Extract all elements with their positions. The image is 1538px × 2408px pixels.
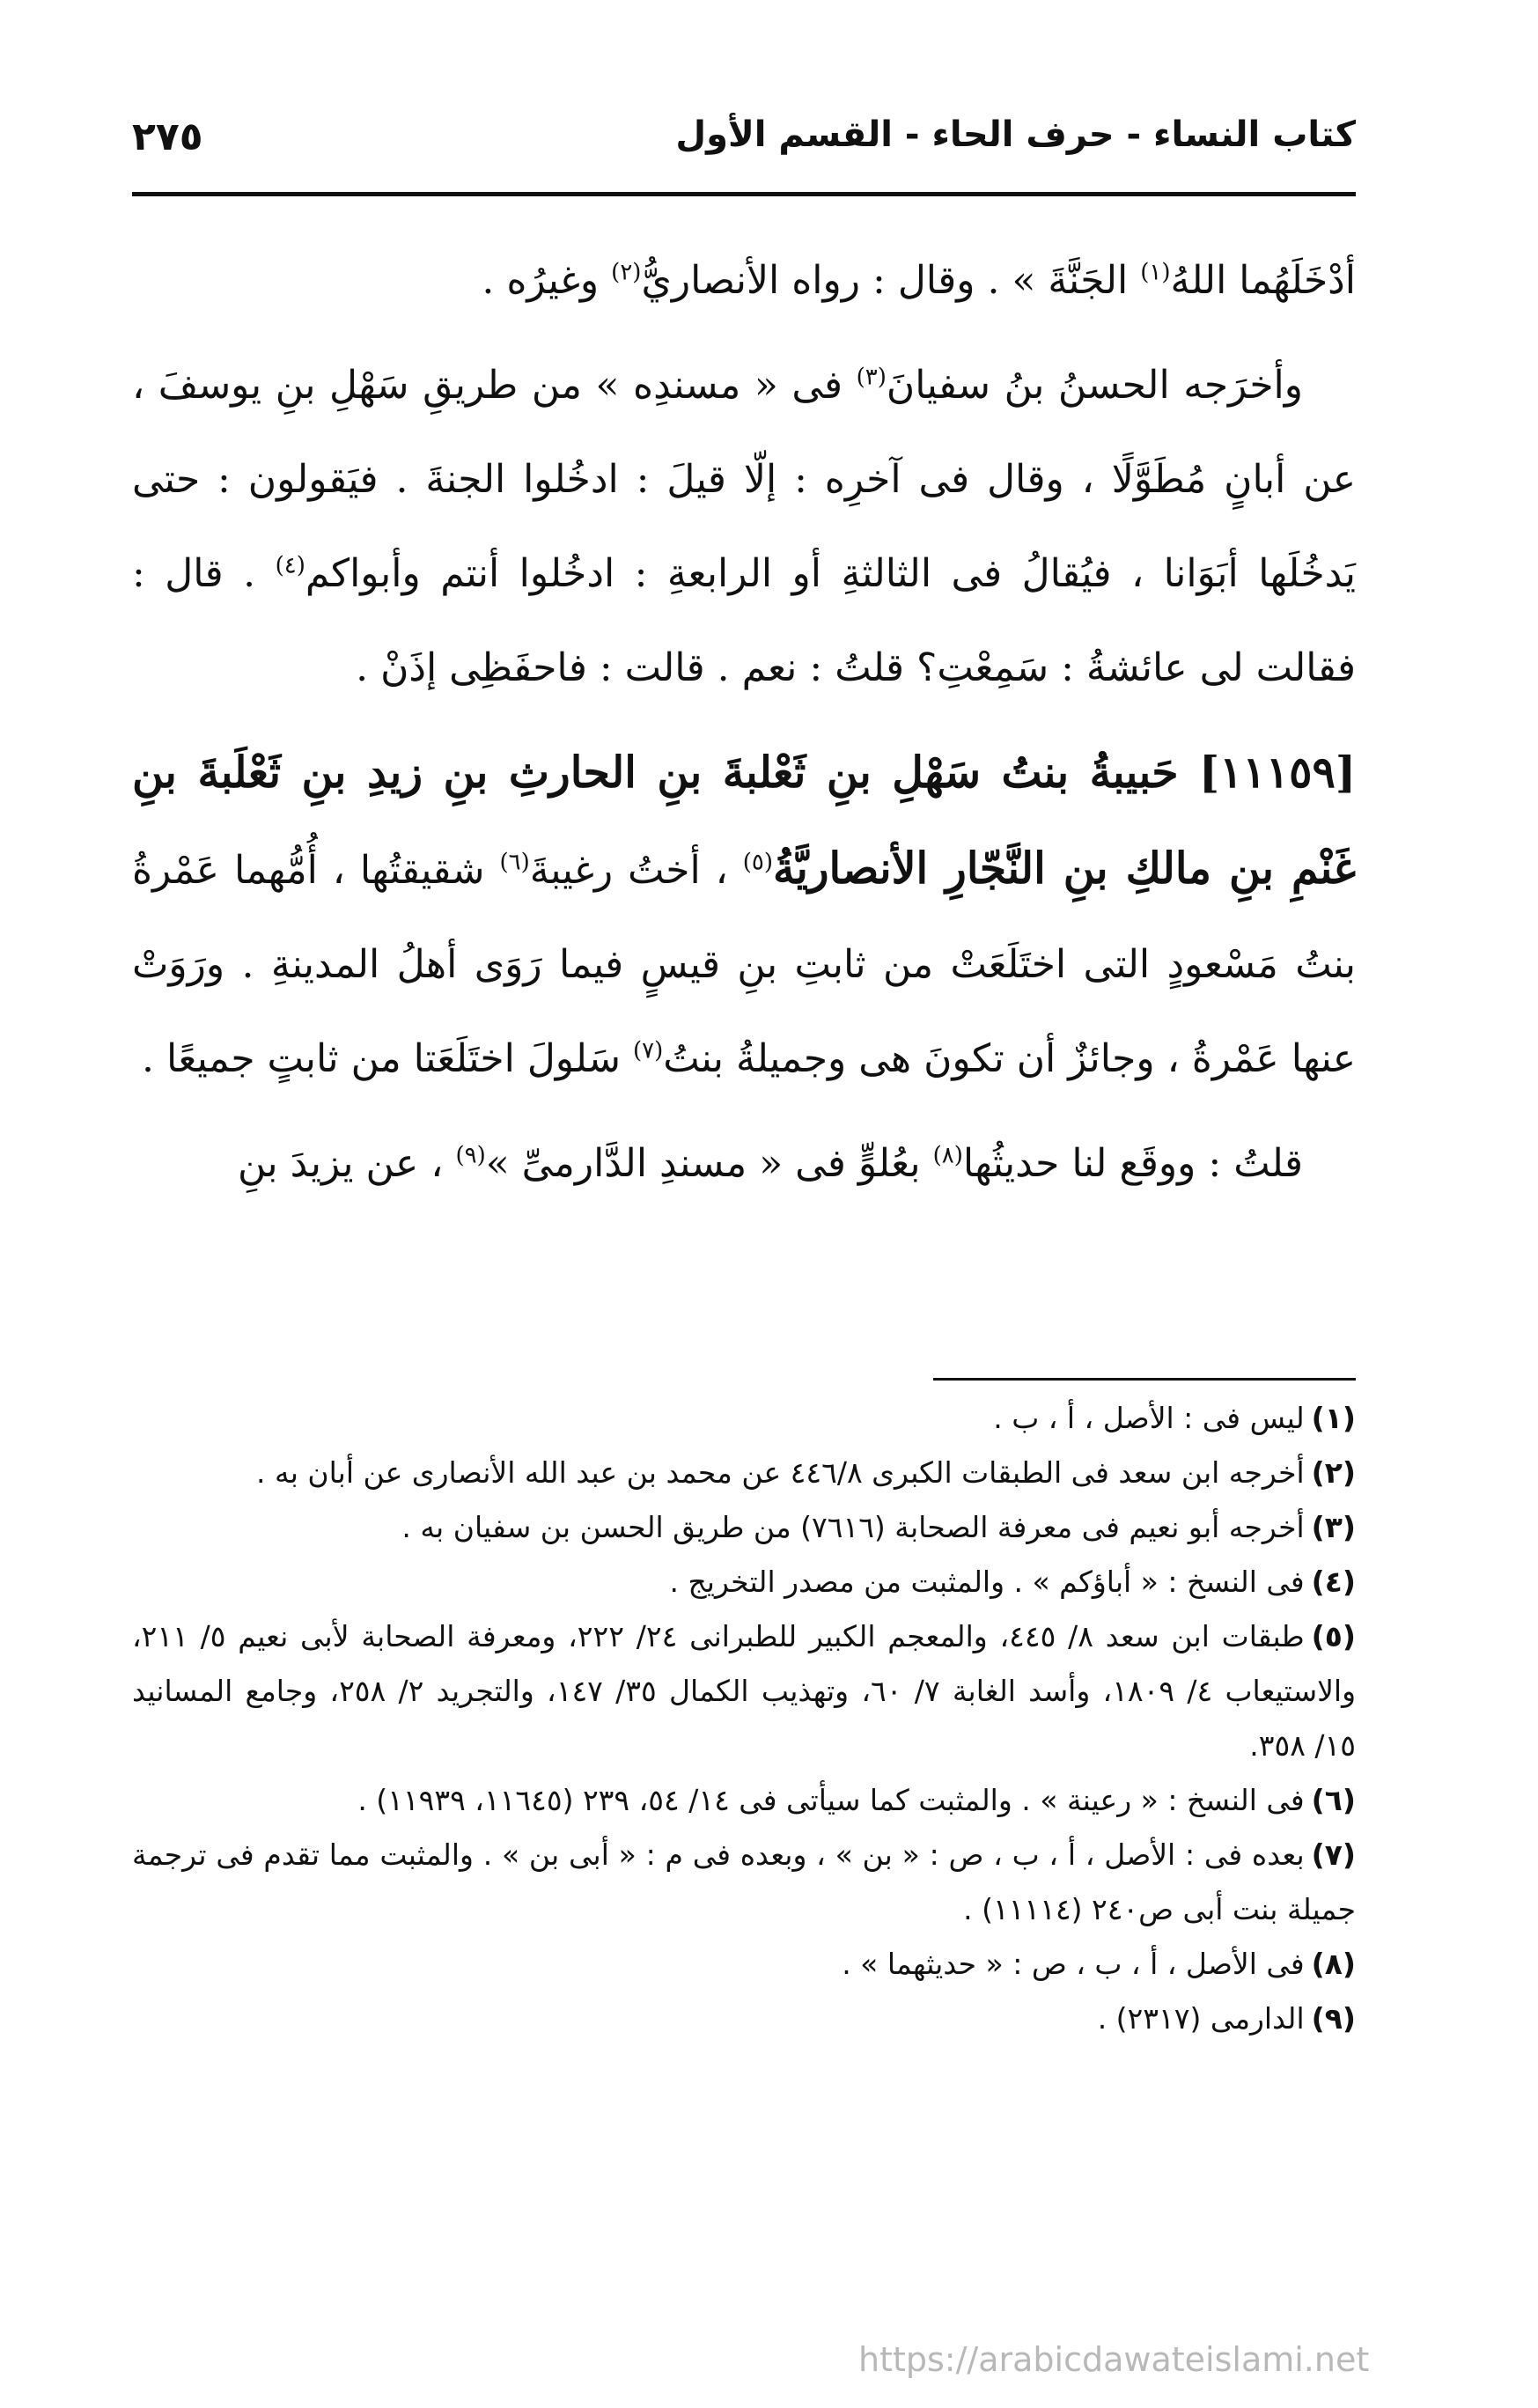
- text-run: فى « مسندِه » من طريقِ سَهْلِ بنِ يوسفَ ، عن أبانٍ مُطَوَّلًا ، وقال فى آخرِه : إلّا قيلَ : ادخُلوا الجنةَ . فيَقولون : حتى يَدخُلَها أبَوَانا ، فيُقالُ فى الثالثةِ أو الرابعةِ : ادخُلوا أنتم وأبواكم: [132, 363, 1356, 596]
- footnote: [132, 1500, 1356, 1555]
- footnote-number: (٢): [1311, 1455, 1356, 1490]
- text-run: وغيرُه .: [482, 258, 612, 303]
- main-text: [132, 233, 1356, 1221]
- footnote-ref: (٧): [632, 1037, 664, 1064]
- running-title: كتاب النساء - حرف الحاء - القسم الأول: [675, 114, 1356, 155]
- text-run: ، أختُ رغيبةَ: [529, 848, 743, 893]
- page-header: [132, 104, 1356, 183]
- text-run: قلتُ : ووقَع لنا حديثُها: [962, 1141, 1303, 1186]
- footnote: [132, 1446, 1356, 1500]
- footnote-text: ليس فى : الأصل ، أ ، ب .: [993, 1401, 1305, 1435]
- text-run: الجَنَّةَ » . وقال : رواه الأنصاريُّ: [641, 258, 1141, 303]
- entry-paragraph: [132, 725, 1356, 1106]
- footnote-number: (٨): [1311, 1947, 1356, 1981]
- text-run: أدْخَلَهُما اللهُ: [1170, 258, 1356, 303]
- footnote-number: (١): [1311, 1401, 1356, 1435]
- paragraph: [132, 233, 1356, 328]
- text-run: شقيقتُها ، أُمُّهما عَمْرةُ بنتُ مَسْعودٍ التى اختَلَعَتْ من ثابتِ بنِ قيسٍ فيما رَوَى أهلُ المدينةِ . ورَوَتْ عنها عَمْرةُ ، وجائزٌ أن تكونَ هى وجميلةُ بنتُ: [132, 848, 1356, 1081]
- footnotes: [132, 1391, 1356, 2046]
- text-run: سَلولَ اختَلَعَتا من ثابتٍ جميعًا .: [142, 1036, 633, 1081]
- footnote: [132, 1828, 1356, 1937]
- footnote-number: (٣): [1311, 1510, 1356, 1544]
- footnote: [132, 1773, 1356, 1828]
- footnote-text: طبقات ابن سعد ٨/ ٤٤٥، والمعجم الكبير للطبرانى ٢٤/ ٢٢٢، ومعرفة الصحابة لأبى نعيم ٥/ ٢١١، والاستيعاب ٤/ ١٨٠٩، وأسد الغابة ٧/ ٦٠، وتهذيب الكمال ٣٥/ ١٤٧، والتجريد ٢/ ٢٥٨، وجامع المسانيد ١٥/ ٣٥٨.: [132, 1619, 1357, 1763]
- footnote-number: (٤): [1311, 1565, 1356, 1599]
- footnote-text: فى الأصل ، أ ، ب ، ص : « حديثهما » .: [842, 1947, 1305, 1981]
- footnote-rule: [933, 1378, 1356, 1381]
- footnote: [132, 1609, 1356, 1773]
- watermark: https://arabicdawateislami.net: [858, 2340, 1370, 2379]
- text-run: بعُلوٍّ فى « مسندِ الدَّارمىِّ »: [485, 1141, 933, 1186]
- footnote-number: (٦): [1311, 1783, 1356, 1817]
- entry-heading: [١١١٥٩] حَبيبةُ بنتُ سَهْلِ بنِ ثَعْلبةَ بنِ الحارثِ بنِ زيدِ بنِ ثَعْلَبةَ بنِ غَنْمِ بنِ مالكِ بنِ النَّجّارِ الأنصاريَّةُ: [132, 747, 1356, 894]
- footnote-ref: (١): [1140, 259, 1171, 286]
- footnote-ref: (٥): [742, 849, 773, 876]
- text-run: وأخرَجه الحسنُ بنُ سفيانَ: [886, 363, 1304, 408]
- footnote-ref: (٢): [611, 259, 642, 286]
- footnote-ref: (٩): [455, 1142, 486, 1169]
- footnote: [132, 1992, 1356, 2046]
- text-run: . قال : فقالت لى عائشةُ : سَمِعْتِ؟ قلتُ : نعم . قالت : فاحفَظِى إذَنْ .: [132, 551, 1356, 690]
- footnote: [132, 1555, 1356, 1609]
- page-number: ٢٧٥: [132, 114, 203, 159]
- footnote: [132, 1937, 1356, 1992]
- footnote-number: (٩): [1311, 2001, 1356, 2036]
- footnote-number: (٥): [1311, 1619, 1357, 1653]
- footnote-ref: (٦): [499, 849, 530, 876]
- footnote-ref: (٤): [275, 552, 305, 579]
- text-run: ، عن يزيدَ بنِ: [237, 1141, 456, 1186]
- paragraph: [132, 338, 1356, 715]
- footnote-text: بعده فى : الأصل ، أ ، ب ، ص : « بن » ، وبعده فى م : « أبى بن » . والمثبت مما تقدم فى ترجمة جميلة بنت أبى ص٢٤٠ (١١١١٤) .: [132, 1837, 1356, 1926]
- footnote-number: (٧): [1311, 1837, 1356, 1872]
- footnote-ref: (٨): [932, 1142, 963, 1169]
- paragraph: [132, 1116, 1356, 1211]
- footnote-text: أخرجه ابن سعد فى الطبقات الكبرى ٤٤٦/٨ عن محمد بن عبد الله الأنصارى عن أبان به .: [256, 1455, 1305, 1490]
- header-rule: [132, 192, 1356, 196]
- footnote-text: الدارمى (٢٣١٧) .: [1097, 2001, 1305, 2036]
- footnote: [132, 1391, 1356, 1446]
- footnote-ref: (٣): [856, 364, 887, 391]
- footnote-text: أخرجه أبو نعيم فى معرفة الصحابة (٧٦١٦) من طريق الحسن بن سفيان به .: [401, 1510, 1305, 1544]
- footnote-text: فى النسخ : « أباؤكم » . والمثبت من مصدر التخريج .: [669, 1565, 1305, 1599]
- footnote-text: فى النسخ : « رعينة » . والمثبت كما سيأتى فى ١٤/ ٥٤، ٢٣٩ (١١٦٤٥، ١١٩٣٩) .: [357, 1783, 1305, 1817]
